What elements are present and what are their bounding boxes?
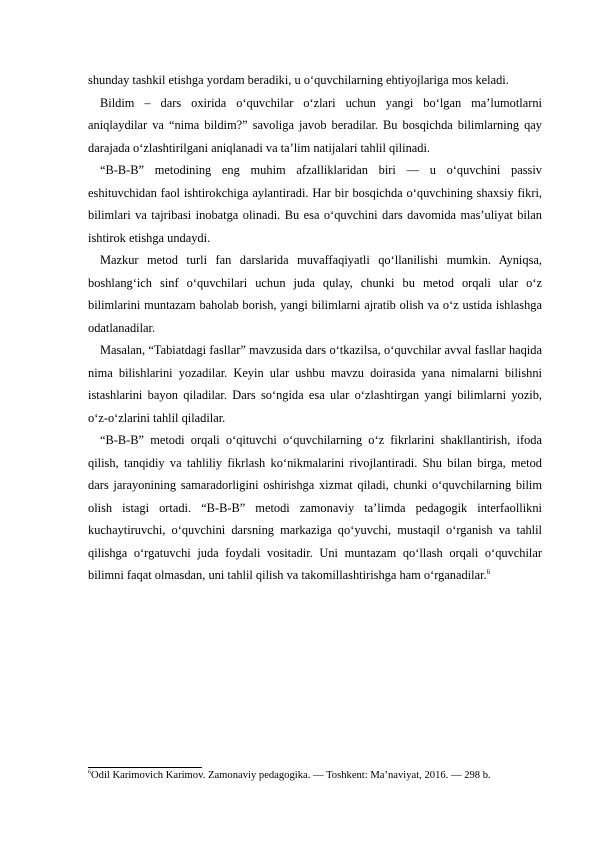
paragraph-application: Mazkur metod turli fan darslarida muvaffaqiyatli qo‘llanilishi mumkin. Ayniqsa, boshlang‘ich sinf o‘quvchilari uchun juda qulay, chunki bu metod orqali ular o‘z bilimlarini muntazam baholab borish, yangi bilimlarni ajratib olish va o‘z ustida ishlashga odatlanadilar. [88,253,542,335]
paragraph-bildim: Bildim – dars oxirida o‘quvchilar o‘zlari uchun yangi bo‘lgan ma’lumotlarni aniqlaydilar va “nima bildim?” savoliga javob beradilar. Bu bosqichda bilimlarning qay darajada o‘zlashtirilgani aniqlanadi va ta’lim natijalari tahlil qilinadi. [88,95,542,155]
footnote-divider [88,767,202,768]
paragraph-conclusion [88,429,542,587]
footnote-mark: 6 [88,769,91,776]
paragraph-conclusion-text: “B-B-B” metodi orqali o‘qituvchi o‘quvchilarning o‘z fikrlarini shakllantirish, ifoda qilish, tanqidiy va tahliliy fikrlash ko‘nikmalarini rivojlantiradi. Shu bilan birga, metod dars jarayonining samaradorligini oshirishga xizmat qiladi, chunki o‘quvchilarning bilim olish istagi ortadi. “B-B-B” metodi zamonaviy ta’limda pedagogik interfaollikni kuchaytiruvchi, o‘quvchini darsning markaziga qo‘yuvchi, mustaqil o‘rganish va tahlil qilishga o‘rgatuvchi juda foydali vositadir. Uni muntazam qo‘llash orqali o‘quvchilar bilimni faqat olmasdan, uni tahlil qilish va takomillashtirishga ham o‘rganadilar. [88,433,542,582]
body-text [88,69,542,587]
footnote [88,770,542,783]
footnote-text: Odil Karimovich Karimov. Zamonaviy pedagogika. — Toshkent: Ma’naviyat, 2016. — 298 b. [91,770,491,781]
paragraph-advantages: “B-B-B” metodining eng muhim afzalliklaridan biri — u o‘quvchini passiv eshituvchidan faol ishtirokchiga aylantiradi. Har bir bosqichda o‘quvchining shaxsiy fikri, bilimlari va tajribasi inobatga olinadi. Bu esa o‘quvchini dars davomida mas’uliyat bilan ishtirok etishga undaydi. [88,163,542,245]
footnote-reference[interactable]: 6 [486,567,491,576]
paragraph-continuation: shunday tashkil etishga yordam beradiki, u o‘quvchilarning ehtiyojlariga mos keladi. [88,73,509,87]
paragraph-example: Masalan, “Tabiatdagi fasllar” mavzusida dars o‘tkazilsa, o‘quvchilar avval fasllar haqida nima bilishlarini yozadilar. Keyin ular ushbu mavzu doirasida yana nimalarni bilishni istashlarini bayon qiladilar. Dars so‘ngida esa ular o‘zlashtirgan yangi bilimlarni yozib, o‘z-o‘zlarini tahlil qiladilar. [88,343,542,425]
